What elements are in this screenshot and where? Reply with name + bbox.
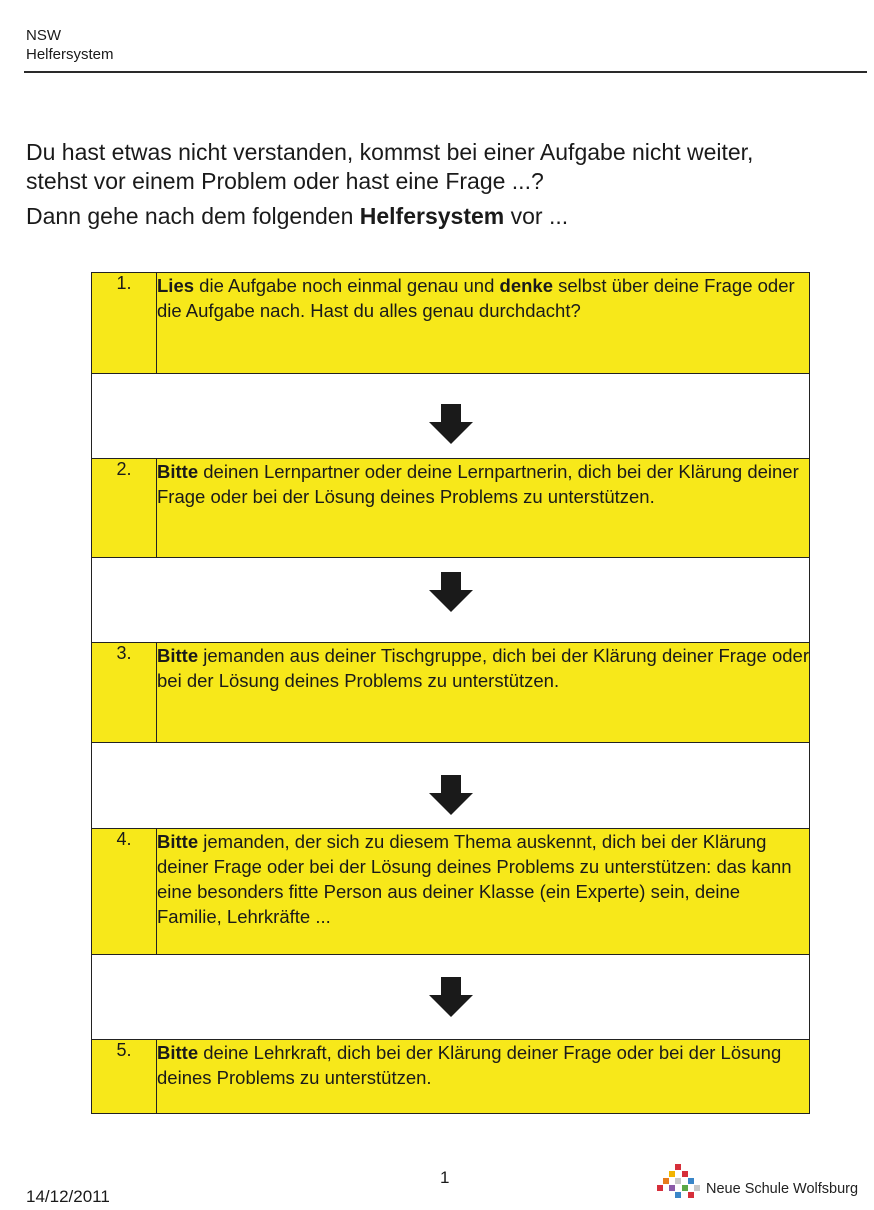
arrow-row bbox=[92, 743, 810, 829]
school-logo-icon bbox=[655, 1163, 703, 1201]
down-arrow-icon bbox=[427, 572, 475, 614]
step-row-1 bbox=[92, 273, 810, 374]
step-row-2 bbox=[92, 459, 810, 558]
intro-line-1: Du hast etwas nicht verstanden, kommst bei einer Aufgabe nicht weiter, bbox=[26, 139, 754, 165]
intro-question bbox=[26, 138, 866, 196]
document-header bbox=[26, 26, 114, 64]
step-text: Bitte deinen Lernpartner oder deine Lernpartnerin, dich bei der Klärung deiner Frage oder bei der Lösung deines Problems zu unterstützen. bbox=[157, 459, 810, 558]
step-row-3 bbox=[92, 643, 810, 743]
helper-steps-table bbox=[91, 272, 810, 1114]
header-divider bbox=[24, 71, 867, 73]
logo-text: Neue Schule Wolfsburg bbox=[706, 1181, 859, 1197]
down-arrow-icon bbox=[427, 775, 475, 817]
down-arrow-icon bbox=[427, 404, 475, 446]
arrow-row bbox=[92, 374, 810, 459]
arrow-row bbox=[92, 558, 810, 643]
step-number: 4. bbox=[92, 829, 157, 955]
down-arrow-icon bbox=[427, 977, 475, 1019]
helfersystem-emphasis: Helfersystem bbox=[359, 203, 505, 229]
intro-text bbox=[26, 138, 866, 231]
header-school: NSW bbox=[26, 27, 61, 44]
step-row-4 bbox=[92, 829, 810, 955]
footer-date: 14/12/2011 bbox=[26, 1187, 110, 1206]
arrow-row bbox=[92, 955, 810, 1040]
header-title: Helfersystem bbox=[26, 46, 114, 63]
step-text: Bitte jemanden aus deiner Tischgruppe, dich bei der Klärung deiner Frage oder bei der Lösung deines Problems zu unterstützen. bbox=[157, 643, 810, 743]
school-logo bbox=[655, 1163, 865, 1201]
step-text: Bitte jemanden, der sich zu diesem Thema auskennt, dich bei der Klärung deiner Frage oder bei der Lösung deines Problems zu unterstützen: das kann eine besonders fitte Person aus deiner Klasse (ein Experte) sein, deine Familie, Lehrkräfte ... bbox=[157, 829, 810, 955]
step-number: 1. bbox=[92, 273, 157, 374]
step-number: 2. bbox=[92, 459, 157, 558]
intro-line-2: stehst vor einem Problem oder hast eine Frage ...? bbox=[26, 168, 544, 194]
step-number: 5. bbox=[92, 1040, 157, 1114]
step-number: 3. bbox=[92, 643, 157, 743]
intro-instruction: Dann gehe nach dem folgenden Helfersystem vor ... bbox=[26, 203, 569, 229]
step-text: Lies die Aufgabe noch einmal genau und denke selbst über deine Frage oder die Aufgabe nach. Hast du alles genau durchdacht? bbox=[157, 273, 810, 374]
step-text: Bitte deine Lehrkraft, dich bei der Klärung deiner Frage oder bei der Lösung deines Problems zu unterstützen. bbox=[157, 1040, 810, 1114]
step-row-5 bbox=[92, 1040, 810, 1114]
page-number: 1 bbox=[440, 1168, 450, 1187]
